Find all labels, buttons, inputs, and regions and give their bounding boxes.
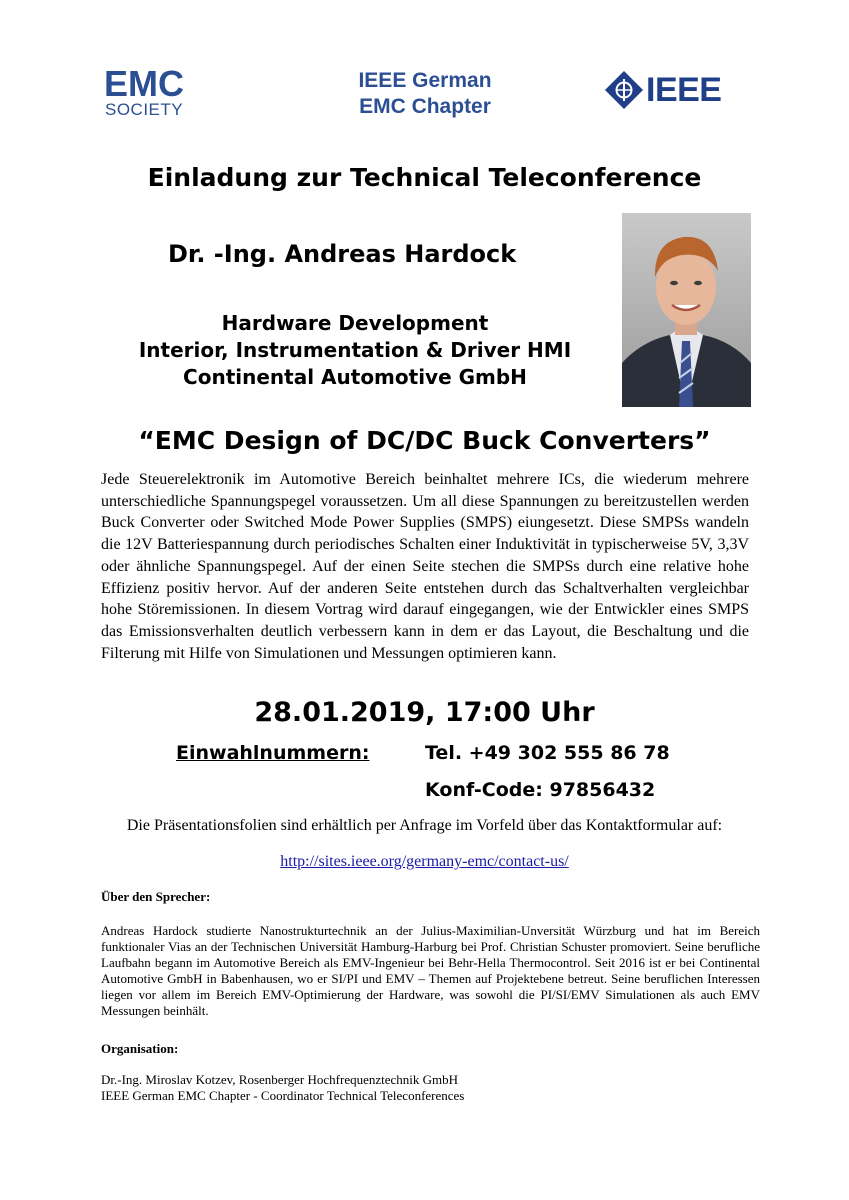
- about-speaker-heading: Über den Sprecher:: [101, 889, 211, 904]
- affiliation-line2: Interior, Instrumentation & Driver HMI: [138, 338, 572, 362]
- emc-society-logo: [104, 63, 200, 120]
- dial-in-label: Einwahlnummern:: [176, 742, 370, 764]
- organiser-role: IEEE German EMC Chapter - Coordinator Technical Teleconferences: [101, 1088, 465, 1103]
- ieee-logo: [604, 70, 734, 110]
- society-logo-text: SOCIETY: [105, 100, 184, 119]
- dial-in-phone: Tel. +49 302 555 86 78: [425, 742, 670, 764]
- chapter-title: [300, 68, 550, 120]
- speaker-portrait-image: [622, 213, 751, 407]
- talk-title: “EMC Design of DC/DC Buck Converters”: [138, 426, 711, 455]
- about-speaker-text: Andreas Hardock studierte Nanostrukturtechnik an der Julius-Maximilian-Unversität Würzburg und hat im Bereich funktionaler Vias an der Technischen Universität Hamburg-Harburg bei Prof. Christian Schuster promoviert. Seine berufliche Laufbahn begann im Automotive Bereich als EMV-Ingenieur bei Behr-Hella Thermocontrol. Seit 2016 ist er bei Continental Automotive GmbH in Babenhausen, wo er SI/PI und EMV – Themen auf Projektebene betreut. Seine beruflichen Interessen liegen vor allem im Bereich EMV-Optimierung der Hardware, was sowohl die PI/SI/EMV Simulationen als auch EMV Messungen beinhält.: [101, 923, 760, 1019]
- talk-abstract: Jede Steuerelektronik im Automotive Bereich beinhaltet mehrere ICs, die wiederum mehrere unterschiedliche Spannungspegel voraussetzen. Um all diese Spannungen zu bereitzustellen werden Buck Converter oder Switched Mode Power Supplies (SMPS) eiungesetzt. Diese SMPSs wandeln die 12V Batteriespannung durch periodisches Schalten einer Induktivität in typischerweise 5V, 3,3V oder ähnliche Spannungspegel. Auf der einen Seite stechen die SMPSs durch eine relative hohe Effizienz positiv hervor. Auf der anderen Seite entstehen durch das Schaltverhalten vergleichbar hohe Störemissionen. In diesem Vortrag wird darauf eingegangen, wie der Entwickler eines SMPS das Emissionsverhalten deutlich verbessern kann in dem er das Layout, die Beschaltung und die Filterung mit Hilfe von Simulationen und Messungen optimieren kann.: [101, 471, 749, 662]
- affiliation-line3: Continental Automotive GmbH: [183, 365, 527, 389]
- conference-code: Konf-Code: 97856432: [425, 779, 656, 801]
- invitation-title: Einladung zur Technical Teleconference: [147, 163, 702, 192]
- event-date-time: 28.01.2019, 17:00 Uhr: [254, 697, 595, 728]
- speaker-portrait: [622, 213, 751, 407]
- contact-us-link[interactable]: http://sites.ieee.org/germany-emc/contact-us/: [280, 853, 569, 870]
- ieee-logo-text: IEEE: [646, 71, 722, 109]
- affiliation-line1: Hardware Development: [221, 311, 489, 335]
- chapter-title-line2: EMC Chapter: [359, 95, 491, 118]
- emc-logo-text: EMC: [104, 63, 184, 104]
- speaker-name: Dr. -Ing. Andreas Hardock: [168, 240, 517, 268]
- ieee-diamond-icon: [604, 70, 644, 110]
- contact-link-wrapper: [0, 851, 849, 873]
- speaker-affiliation: [95, 310, 615, 391]
- organiser-name: Dr.-Ing. Miroslav Kotzev, Rosenberger Hochfrequenztechnik GmbH: [101, 1072, 459, 1087]
- slides-availability-note: Die Präsentationsfolien sind erhältlich per Anfrage im Vorfeld über das Kontaktformular auf:: [126, 817, 723, 834]
- chapter-title-line1: IEEE German: [358, 69, 492, 92]
- organisation-heading: Organisation:: [101, 1041, 179, 1056]
